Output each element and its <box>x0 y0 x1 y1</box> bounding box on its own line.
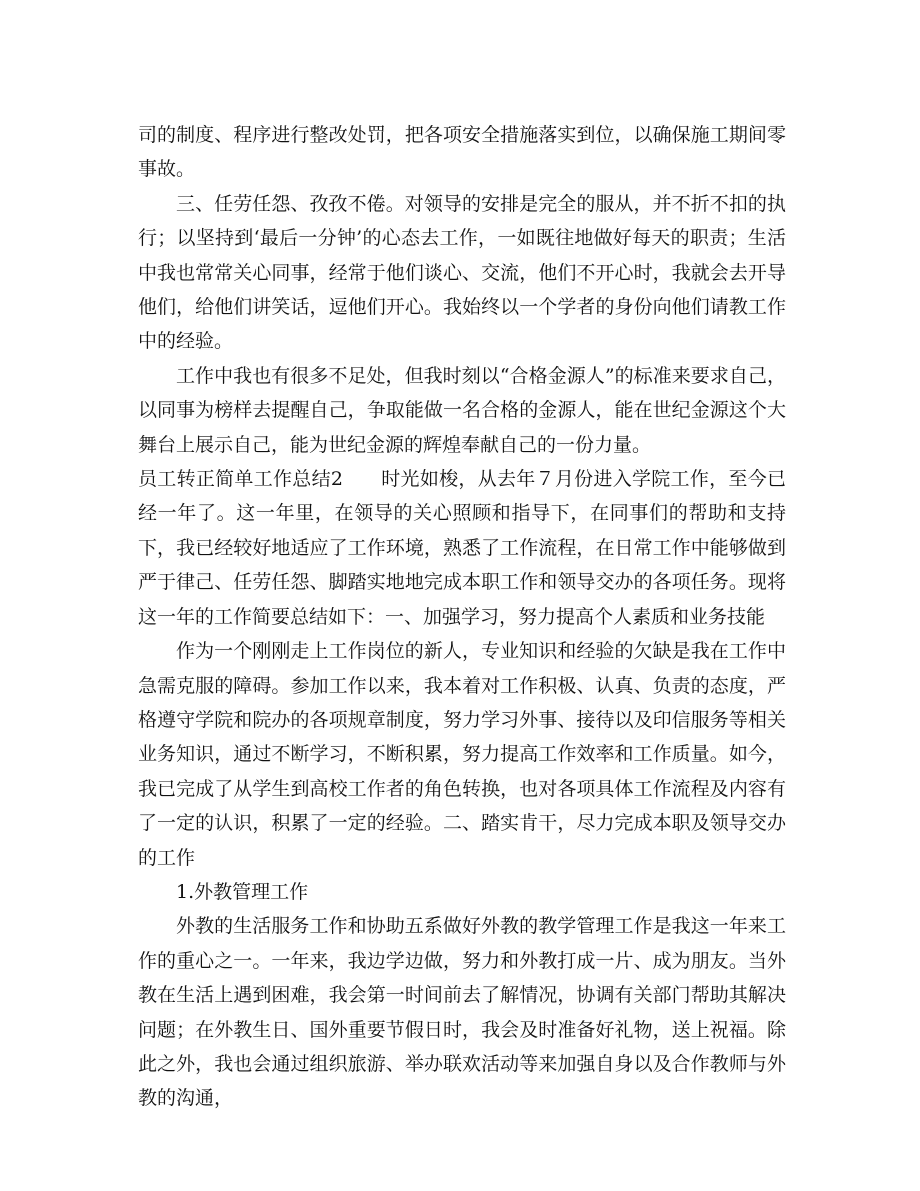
paragraph-3: 工作中我也有很多不足处，但我时刻以“合格金源人”的标准来要求自己，以同事为榜样去提醒自己，争取能做一名合格的金源人，能在世纪金源这个大舞台上展示自己，能为世纪金源的辉煌奉献自己的一份力量。 <box>138 364 786 456</box>
paragraph-6: 1.外教管理工作 <box>176 880 309 903</box>
paragraph-1: 司的制度、程序进行整改处罚，把各项安全措施落实到位，以确保施工期间零事故。 <box>138 124 786 181</box>
paragraph-7: 外教的生活服务工作和协助五系做好外教的教学管理工作是我这一年来工作的重心之一。一年来，我边学边做，努力和外教打成一片、成为朋友。当外教在生活上遇到困难，我会第一时间前去了解情况，协调有关部门帮助其解决问题；在外教生日、国外重要节假日时，我会及时准备好礼物，送上祝福。除此之外，我也会通过组织旅游、举办联欢活动等来加强自身以及合作教师与外教的沟通， <box>138 915 786 1110</box>
paragraph-4-text: 时光如梭，从去年７月份进入学院工作，至今已经一年了。这一年里，在领导的关心照顾和指导下，在同事们的帮助和支持下，我已经较好地适应了工作环境，熟悉了工作流程，在日常工作中能够做到严于律己、任劳任怨、脚踏实地地完成本职工作和领导交办的各项任务。现将这一年的工作简要总结如下：一、加强学习，努力提高个人素质和业务技能 <box>138 468 786 628</box>
paragraph-5: 作为一个刚刚走上工作岗位的新人，专业知识和经验的欠缺是我在工作中急需克服的障碍。参加工作以来，我本着对工作积极、认真、负责的态度，严格遵守学院和院办的各项规章制度，努力学习外事、接待以及印信服务等相关业务知识，通过不断学习，不断积累，努力提高工作效率和工作质量。如今，我已完成了从学生到高校工作者的角色转换，也对各项具体工作流程及内容有了一定的认识，积累了一定的经验。二、踏实肯干，尽力完成本职及领导交办的工作 <box>138 640 786 869</box>
paragraph-2: 三、任劳任怨、孜孜不倦。对领导的安排是完全的服从，并不折不扣的执行；以坚持到‘最后一分钟’的心态去工作，一如既往地做好每天的职责；生活中我也常常关心同事，经常于他们谈心、交流，他们不开心时，我就会去开导他们，给他们讲笑话，逗他们开心。我始终以一个学者的身份向他们请教工作中的经验。 <box>138 192 786 353</box>
document-body <box>138 118 786 1116</box>
section-title: 员工转正简单工作总结2 <box>138 468 343 491</box>
paragraph-4 <box>138 462 786 634</box>
